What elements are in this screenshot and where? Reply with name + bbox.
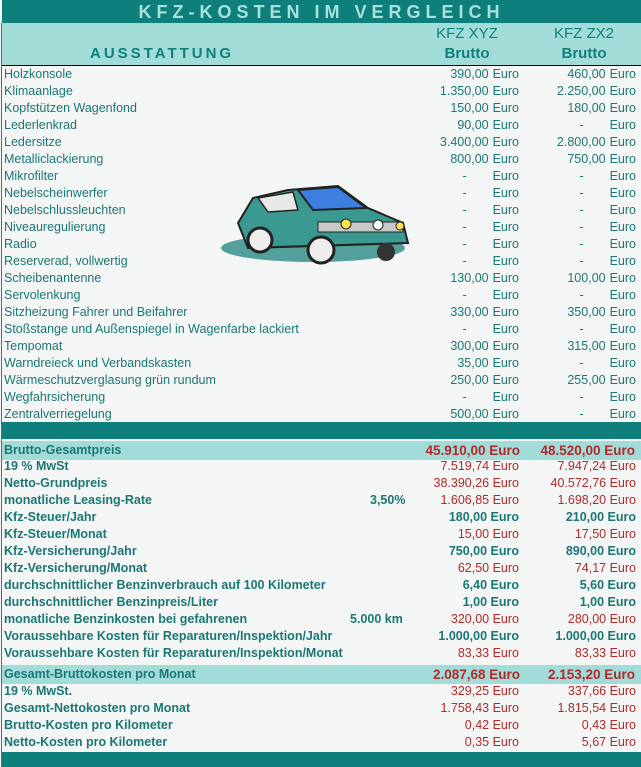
footer-band xyxy=(2,752,641,767)
cost-row xyxy=(4,594,640,611)
price-value: - xyxy=(462,220,467,234)
price-value: 35,00 xyxy=(457,356,489,370)
price-cell xyxy=(558,355,636,372)
price-cell xyxy=(441,236,519,253)
currency-label: Euro xyxy=(609,67,636,81)
price-value: 460,00 xyxy=(567,67,606,81)
equipment-row xyxy=(4,100,640,117)
currency-label: Euro xyxy=(492,220,519,234)
currency-label: Euro xyxy=(609,84,636,98)
equipment-row xyxy=(4,83,640,100)
cost-value-car2: 1,00 Euro xyxy=(579,595,636,609)
cost-label: Kfz-Steuer/Monat xyxy=(4,527,107,541)
cost-value-car1: 45.910,00 Euro xyxy=(425,443,520,458)
price-value: 750,00 xyxy=(567,152,606,166)
price-cell xyxy=(441,253,519,270)
cost-value-car1: 6,40 Euro xyxy=(462,578,519,592)
price-cell xyxy=(441,321,519,338)
price-cell xyxy=(558,389,636,406)
currency-label: Euro xyxy=(492,237,519,251)
price-value: 130,00 xyxy=(450,271,489,285)
cost-value-car2: 2.153,20 Euro xyxy=(547,667,635,682)
cost-value-car1: 1.758,43 Euro xyxy=(440,701,519,715)
price-value: 250,00 xyxy=(450,373,489,387)
currency-label: Euro xyxy=(609,203,636,217)
currency-label: Euro xyxy=(492,373,519,387)
price-cell xyxy=(450,372,519,389)
equipment-label: Holzkonsole xyxy=(4,67,73,81)
cost-value-car2: 210,00 Euro xyxy=(565,510,636,524)
price-value: 255,00 xyxy=(567,373,606,387)
price-value: 2.250,00 xyxy=(556,84,606,98)
currency-label: Euro xyxy=(609,407,636,421)
price-value: 150,00 xyxy=(450,101,489,115)
cost-value-car2: 17,50 Euro xyxy=(574,527,636,541)
price-value: 100,00 xyxy=(567,271,606,285)
equipment-row xyxy=(4,389,640,406)
cost-row xyxy=(4,543,640,560)
cost-label: durchschnittlicher Benzinverbrauch auf 100 Kilometer xyxy=(4,578,326,592)
price-type: Brutto xyxy=(561,45,607,62)
price-cell xyxy=(558,168,636,185)
price-cell xyxy=(457,355,519,372)
equipment-label: Niveauregulierung xyxy=(4,220,106,234)
cost-row xyxy=(4,734,640,751)
price-cell xyxy=(558,287,636,304)
price-cell xyxy=(567,372,636,389)
currency-label: Euro xyxy=(492,152,519,166)
currency-label: Euro xyxy=(609,373,636,387)
cost-value-car1: 1.606,85 Euro xyxy=(440,493,519,507)
cost-value-car1: 750,00 Euro xyxy=(448,544,519,558)
equipment-row xyxy=(4,406,640,423)
price-cell xyxy=(441,219,519,236)
price-value: - xyxy=(579,220,584,234)
price-value: - xyxy=(462,288,467,302)
cost-value-car2: 83,33 Euro xyxy=(574,646,636,660)
price-value: - xyxy=(579,356,584,370)
currency-label: Euro xyxy=(609,322,636,336)
price-value: 350,00 xyxy=(567,305,606,319)
cost-label: Voraussehbare Kosten für Reparaturen/Inspektion/Monat xyxy=(4,646,343,660)
price-cell xyxy=(450,270,519,287)
cost-value-car1: 329,25 Euro xyxy=(450,684,519,698)
equipment-row xyxy=(4,287,640,304)
price-value: - xyxy=(462,203,467,217)
equipment-label: Tempomat xyxy=(4,339,63,353)
cost-label: monatliche Benzinkosten bei gefahrenen xyxy=(4,612,248,626)
price-value: 90,00 xyxy=(457,118,489,132)
currency-label: Euro xyxy=(609,237,636,251)
cost-label: monatliche Leasing-Rate xyxy=(4,493,152,507)
cost-value-car1: 1,00 Euro xyxy=(462,595,519,609)
price-cell xyxy=(441,389,519,406)
cost-row xyxy=(4,492,640,509)
cost-value-car1: 2.087,68 Euro xyxy=(432,667,520,682)
currency-label: Euro xyxy=(609,305,636,319)
price-cell xyxy=(440,134,519,151)
equipment-label: Nebelscheinwerfer xyxy=(4,186,108,200)
currency-label: Euro xyxy=(492,135,519,149)
price-value: 1.350,00 xyxy=(439,84,489,98)
price-value: - xyxy=(579,118,584,132)
currency-label: Euro xyxy=(492,84,519,98)
cost-label: Brutto-Gesamtpreis xyxy=(4,443,122,457)
price-cell xyxy=(441,168,519,185)
equipment-label: Wärmeschutzverglasung grün rundum xyxy=(4,373,216,387)
currency-label: Euro xyxy=(492,305,519,319)
cost-value-car1: 180,00 Euro xyxy=(448,510,519,524)
currency-label: Euro xyxy=(492,322,519,336)
price-value: - xyxy=(579,288,584,302)
price-cell xyxy=(558,253,636,270)
cost-label: Kfz-Steuer/Jahr xyxy=(4,510,97,524)
cost-row xyxy=(4,458,640,475)
price-value: - xyxy=(579,237,584,251)
equipment-row xyxy=(4,372,640,389)
equipment-row xyxy=(4,304,640,321)
price-value: - xyxy=(579,203,584,217)
currency-label: Euro xyxy=(492,254,519,268)
cost-label: Kfz-Versicherung/Monat xyxy=(4,561,148,575)
price-value: 2.800,00 xyxy=(556,135,606,149)
currency-label: Euro xyxy=(609,118,636,132)
price-cell xyxy=(441,185,519,202)
equipment-row xyxy=(4,117,640,134)
price-cell xyxy=(558,202,636,219)
cost-value-car2: 7.947,24 Euro xyxy=(557,459,636,473)
cost-value-car2: 40.572,76 Euro xyxy=(550,476,636,490)
cost-row xyxy=(4,526,640,543)
currency-label: Euro xyxy=(492,390,519,404)
currency-label: Euro xyxy=(609,152,636,166)
price-cell xyxy=(441,287,519,304)
price-value: - xyxy=(462,237,467,251)
price-cell xyxy=(450,66,519,83)
cost-label: Netto-Kosten pro Kilometer xyxy=(4,735,168,749)
cost-value-car1: 38.390,26 Euro xyxy=(433,476,519,490)
cost-row xyxy=(4,700,640,717)
cost-value-car2: 1.000,00 Euro xyxy=(555,629,636,643)
price-cell xyxy=(450,406,519,423)
price-value: 390,00 xyxy=(450,67,489,81)
currency-label: Euro xyxy=(492,118,519,132)
cost-row xyxy=(4,475,640,492)
currency-label: Euro xyxy=(609,169,636,183)
cost-value-car2: 0,43 Euro xyxy=(581,718,636,732)
car-illustration-icon xyxy=(218,178,418,270)
price-value: 180,00 xyxy=(567,101,606,115)
price-cell xyxy=(450,304,519,321)
equipment-label: Stoßstange und Außenspiegel in Wagenfarbe lackiert xyxy=(4,322,299,336)
equipment-row xyxy=(4,270,640,287)
equipment-row xyxy=(4,66,640,83)
cost-label: Voraussehbare Kosten für Reparaturen/Inspektion/Jahr xyxy=(4,629,333,643)
currency-label: Euro xyxy=(609,186,636,200)
cost-value-car1: 7.519,74 Euro xyxy=(440,459,519,473)
currency-label: Euro xyxy=(609,339,636,353)
price-cell xyxy=(557,83,636,100)
cost-label: Netto-Grundpreis xyxy=(4,476,108,490)
price-type: Brutto xyxy=(444,45,490,62)
cost-row xyxy=(2,665,641,684)
price-cell xyxy=(441,202,519,219)
equipment-label: Zentralverriegelung xyxy=(4,407,112,421)
cost-row xyxy=(4,645,640,662)
price-value: - xyxy=(462,390,467,404)
cost-value-car1: 1.000,00 Euro xyxy=(438,629,519,643)
cost-value-car2: 5,67 Euro xyxy=(581,735,636,749)
currency-label: Euro xyxy=(492,169,519,183)
price-value: - xyxy=(462,186,467,200)
cost-parameter: 5.000 km xyxy=(350,612,403,626)
cost-label: Brutto-Kosten pro Kilometer xyxy=(4,718,173,732)
currency-label: Euro xyxy=(492,288,519,302)
equipment-row xyxy=(4,321,640,338)
currency-label: Euro xyxy=(609,288,636,302)
equipment-label: Klimaanlage xyxy=(4,84,73,98)
equipment-label: Sitzheizung Fahrer und Beifahrer xyxy=(4,305,188,319)
price-cell xyxy=(558,406,636,423)
cost-row xyxy=(4,509,640,526)
price-value: 315,00 xyxy=(567,339,606,353)
equipment-label: Ledersitze xyxy=(4,135,62,149)
column-header-car2 xyxy=(534,24,634,64)
price-cell xyxy=(558,117,636,134)
left-border xyxy=(1,23,2,767)
section-divider xyxy=(2,422,641,439)
equipment-label: Nebelschlussleuchten xyxy=(4,203,126,217)
cost-row xyxy=(4,560,640,577)
cost-label: 19 % MwSt xyxy=(4,459,69,473)
cost-value-car2: 48.520,00 Euro xyxy=(540,443,635,458)
cost-label: durchschnittlicher Benzinpreis/Liter xyxy=(4,595,218,609)
price-value: - xyxy=(579,186,584,200)
currency-label: Euro xyxy=(492,101,519,115)
currency-label: Euro xyxy=(492,356,519,370)
cost-row xyxy=(4,683,640,700)
cost-value-car2: 5,60 Euro xyxy=(579,578,636,592)
price-value: - xyxy=(579,254,584,268)
currency-label: Euro xyxy=(609,220,636,234)
equipment-label: Scheibenantenne xyxy=(4,271,102,285)
cost-value-car2: 1.698,20 Euro xyxy=(557,493,636,507)
price-value: 300,00 xyxy=(450,339,489,353)
cost-value-car2: 280,00 Euro xyxy=(567,612,636,626)
currency-label: Euro xyxy=(609,135,636,149)
cost-row xyxy=(4,628,640,645)
price-cell xyxy=(567,66,636,83)
currency-label: Euro xyxy=(492,67,519,81)
car-name: KFZ ZX2 xyxy=(553,25,614,42)
currency-label: Euro xyxy=(609,271,636,285)
price-value: - xyxy=(579,407,584,421)
cost-parameter: 3,50% xyxy=(370,493,406,507)
equipment-label: Reserverad, vollwertig xyxy=(4,254,128,268)
price-cell xyxy=(440,83,519,100)
currency-label: Euro xyxy=(492,339,519,353)
price-value: - xyxy=(462,169,467,183)
price-value: - xyxy=(462,254,467,268)
table-header xyxy=(2,23,641,66)
currency-label: Euro xyxy=(492,271,519,285)
cost-value-car1: 0,35 Euro xyxy=(464,735,519,749)
price-cell xyxy=(558,321,636,338)
cost-value-car1: 0,42 Euro xyxy=(464,718,519,732)
currency-label: Euro xyxy=(609,356,636,370)
equipment-label: Kopfstützen Wagenfond xyxy=(4,101,137,115)
equipment-row xyxy=(4,151,640,168)
cost-label: 19 % MwSt. xyxy=(4,684,73,698)
cost-value-car1: 62,50 Euro xyxy=(457,561,519,575)
price-value: - xyxy=(579,390,584,404)
price-cell xyxy=(558,185,636,202)
price-value: 800,00 xyxy=(450,152,489,166)
equipment-row xyxy=(4,338,640,355)
price-cell xyxy=(558,236,636,253)
price-cell xyxy=(567,270,636,287)
price-cell xyxy=(567,304,636,321)
currency-label: Euro xyxy=(492,203,519,217)
cost-value-car2: 337,66 Euro xyxy=(567,684,636,698)
equipment-row xyxy=(4,134,640,151)
page-title: KFZ-KOSTEN IM VERGLEICH xyxy=(2,0,641,23)
price-cell xyxy=(457,117,519,134)
price-cell xyxy=(450,151,519,168)
car-name: KFZ XYZ xyxy=(436,25,498,42)
equipment-label: Radio xyxy=(4,237,37,251)
price-cell xyxy=(567,338,636,355)
section-label: AUSSTATTUNG xyxy=(90,45,235,62)
equipment-label: Warndreieck und Verbandskasten xyxy=(4,356,192,370)
cost-row xyxy=(4,611,640,628)
cost-value-car2: 1.815,54 Euro xyxy=(557,701,636,715)
cost-value-car1: 320,00 Euro xyxy=(450,612,519,626)
cost-value-car1: 15,00 Euro xyxy=(457,527,519,541)
equipment-label: Mikrofilter xyxy=(4,169,59,183)
price-cell xyxy=(557,134,636,151)
price-cell xyxy=(450,338,519,355)
cost-value-car1: 83,33 Euro xyxy=(457,646,519,660)
currency-label: Euro xyxy=(492,407,519,421)
cost-value-car2: 74,17 Euro xyxy=(574,561,636,575)
equipment-label: Servolenkung xyxy=(4,288,81,302)
price-value: 330,00 xyxy=(450,305,489,319)
price-cell xyxy=(558,219,636,236)
equipment-label: Metalliclackierung xyxy=(4,152,104,166)
price-cell xyxy=(567,100,636,117)
column-header-car1 xyxy=(417,24,517,64)
currency-label: Euro xyxy=(492,186,519,200)
equipment-row xyxy=(4,355,640,372)
price-value: 500,00 xyxy=(450,407,489,421)
equipment-label: Lederlenkrad xyxy=(4,118,77,132)
cost-label: Gesamt-Bruttokosten pro Monat xyxy=(4,667,196,681)
price-value: - xyxy=(579,322,584,336)
price-value: - xyxy=(462,322,467,336)
cost-row xyxy=(4,577,640,594)
price-value: 3.400,00 xyxy=(439,135,489,149)
cost-label: Kfz-Versicherung/Jahr xyxy=(4,544,137,558)
currency-label: Euro xyxy=(609,254,636,268)
currency-label: Euro xyxy=(609,390,636,404)
cost-value-car2: 890,00 Euro xyxy=(565,544,636,558)
price-cell xyxy=(450,100,519,117)
equipment-label: Wegfahrsicherung xyxy=(4,390,106,404)
cost-label: Gesamt-Nettokosten pro Monat xyxy=(4,701,191,715)
cost-row xyxy=(4,717,640,734)
currency-label: Euro xyxy=(609,101,636,115)
price-value: - xyxy=(579,169,584,183)
price-cell xyxy=(567,151,636,168)
